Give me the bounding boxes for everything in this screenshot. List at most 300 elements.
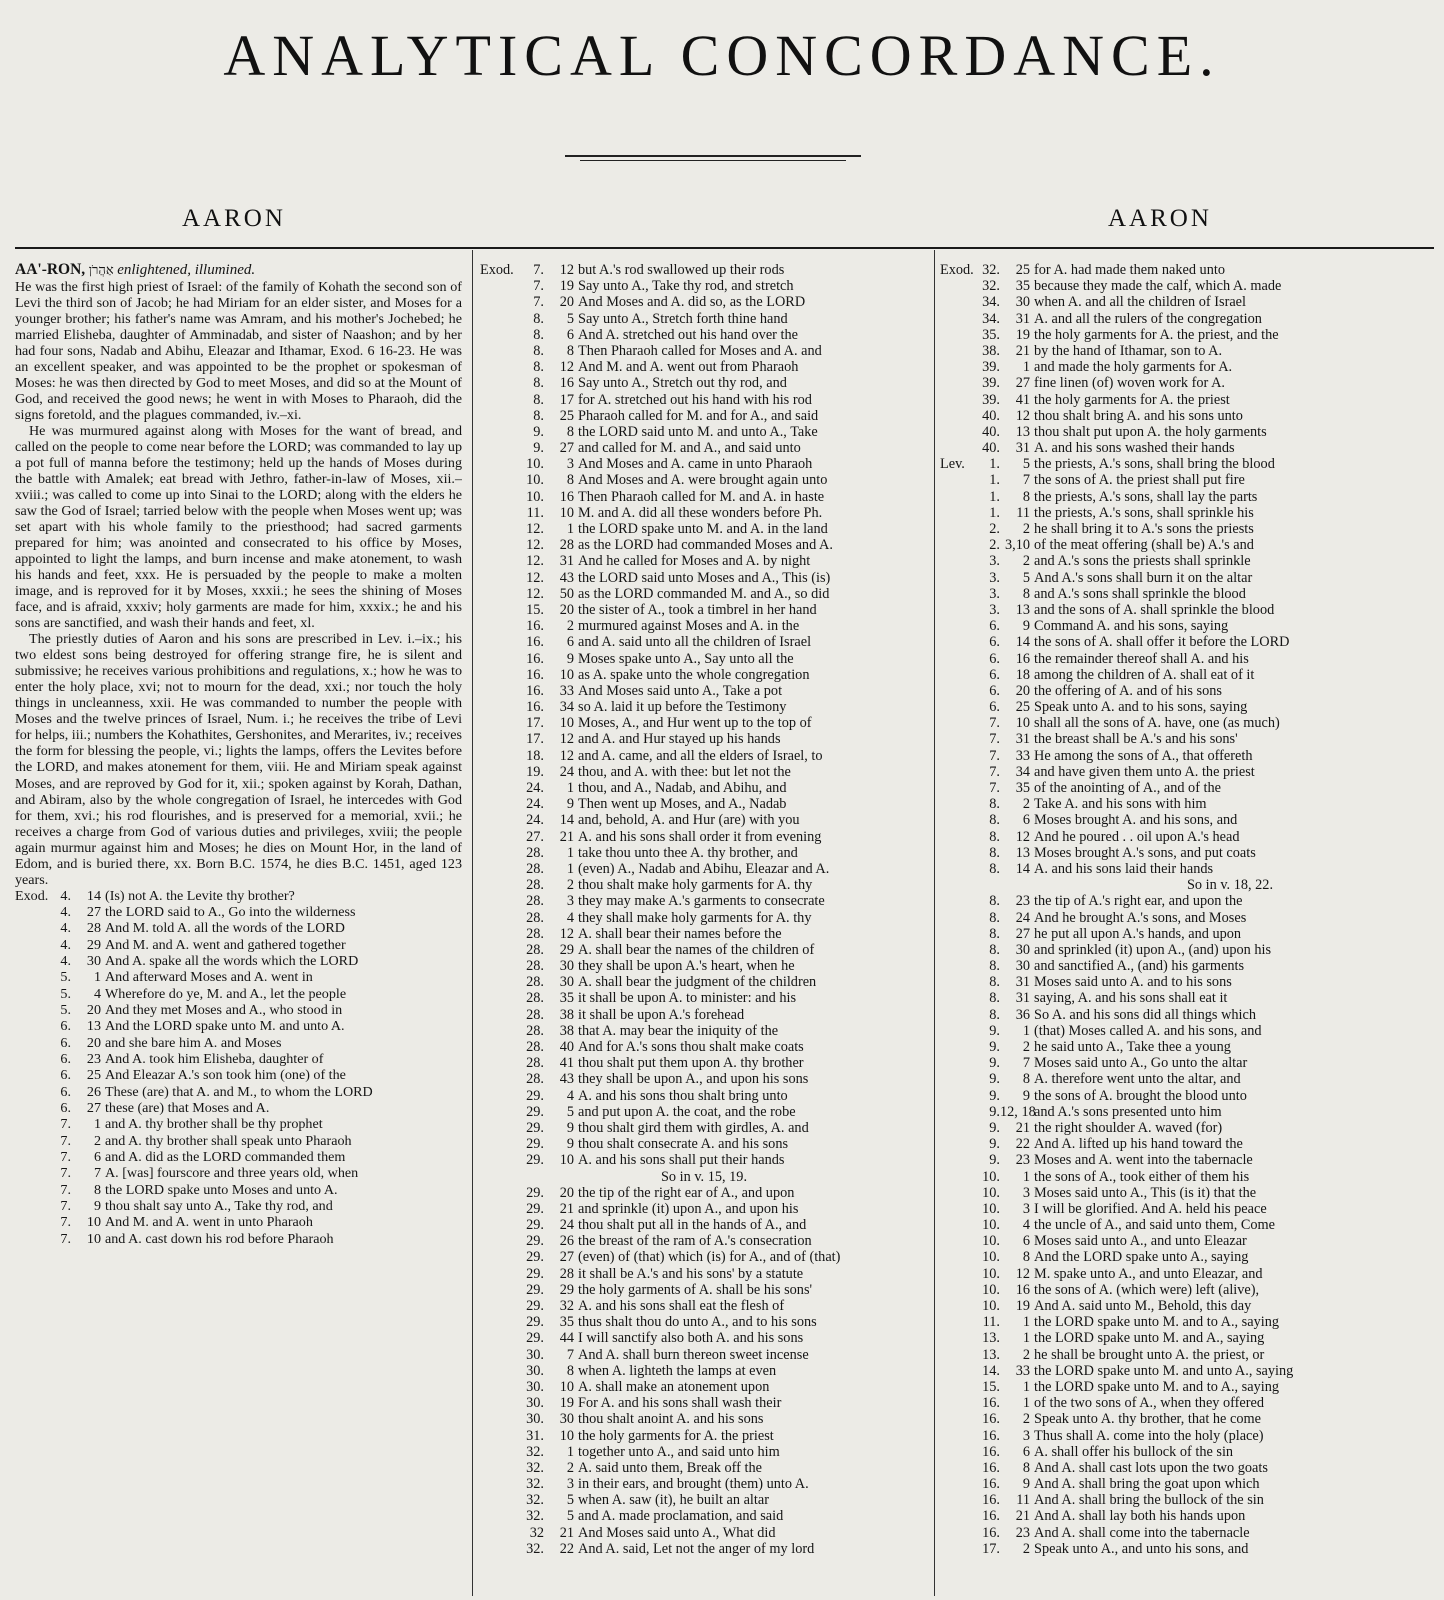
reference-line [480, 1541, 928, 1557]
reference-text: And A. shall cast lots upon the two goats [1034, 1459, 1268, 1476]
reference-line [480, 1249, 928, 1265]
reference-chapter: 3. [989, 553, 1000, 570]
reference-text: I will sanctify also both A. and his sons [578, 1330, 804, 1347]
reference-verse: 30 [1015, 958, 1030, 975]
reference-line [940, 343, 1440, 359]
reference-line [480, 262, 928, 278]
reference-chapter: 28. [526, 893, 544, 910]
reference-chapter: 9. [989, 1136, 1000, 1153]
reference-line [940, 1395, 1440, 1411]
reference-chapter: 15. [982, 1378, 1000, 1395]
reference-text: it shall be A.'s and his sons' by a statute [578, 1265, 804, 1282]
reference-text: the LORD spake unto M. and unto A., saying [1034, 1362, 1294, 1379]
reference-chapter: 28. [526, 958, 544, 975]
reference-text: For A. and his sons shall wash their [578, 1395, 782, 1412]
reference-line [480, 278, 928, 294]
reference-chapter: 27. [526, 828, 544, 845]
reference-verse: 20 [559, 294, 574, 311]
reference-line [940, 1428, 1440, 1444]
reference-text: A. shall offer his bullock of the sin [1034, 1443, 1234, 1460]
reference-text: and A. and Hur stayed up his hands [578, 731, 781, 748]
reference-text: and put upon A. the coat, and the robe [578, 1103, 796, 1120]
reference-text: when A. saw (it), he built an altar [578, 1492, 769, 1509]
reference-verse: 7 [566, 1346, 574, 1363]
reference-line [480, 1298, 928, 1314]
reference-chapter: 29. [526, 1314, 544, 1331]
reference-line [480, 1460, 928, 1476]
reference-verse: 36 [1015, 1006, 1030, 1023]
reference-verse: 3 [566, 1476, 574, 1493]
reference-line [940, 392, 1440, 408]
reference-text: the tip of the right ear of A., and upon [578, 1184, 795, 1201]
reference-verse: 24 [559, 763, 574, 780]
reference-chapter: 15. [526, 601, 544, 618]
reference-verse: 21 [559, 1200, 574, 1217]
entry-paragraph: He was the first high priest of Israel: of the family of Kohath the second son of Levi the third son of Jacob; he had Miriam for an elder sister, and Moses for a younger brother; his father's name was Amram, and his mother's Jochebed; he married Elisheba, daughter of Amminadab, and sister of Naashon; and by her had four sons, Nadab and Abihu, Eleazar and Ithamar, Exod. 6 16-23. He was an excellent speaker, and was appointed to be the prophet or spokesman of Moses: he was then directed by God to meet Moses, and did so at the Mount of God, and received the good news; he went in with Moses to Pharaoh, did the signs foretold, and the plagues commanded, iv.–xi. [15, 279, 462, 424]
reference-chapter: 4. [60, 936, 71, 953]
reference-chapter: 6. [60, 1083, 71, 1100]
reference-chapter: 13. [982, 1330, 1000, 1347]
reference-line [940, 359, 1440, 375]
reference-line [940, 715, 1440, 731]
reference-line [940, 553, 1440, 569]
reference-text: And M. and A. went in unto Pharaoh [105, 1214, 313, 1231]
reference-text: And A. shall bring the goat upon which [1034, 1476, 1260, 1493]
reference-chapter: 40. [982, 423, 1000, 440]
reference-text: And A.'s sons shall burn it on the altar [1034, 569, 1253, 586]
reference-line [480, 780, 928, 796]
reference-line [480, 570, 928, 586]
reference-verse: 34 [559, 699, 574, 716]
reference-verse: 28 [559, 1265, 574, 1282]
reference-verse: 33 [559, 682, 574, 699]
reference-line [480, 1525, 928, 1541]
reference-verse: 2 [1022, 553, 1030, 570]
reference-line [480, 1444, 928, 1460]
reference-text: Moses spake unto A., Say unto all the [578, 650, 794, 667]
reference-chapter: 1. [989, 504, 1000, 521]
reference-chapter: 10. [982, 1200, 1000, 1217]
reference-text: of the two sons of A., when they offered [1034, 1395, 1265, 1412]
reference-text: these (are) that Moses and A. [105, 1100, 270, 1117]
reference-chapter: 7. [533, 278, 544, 295]
reference-line [480, 1201, 928, 1217]
reference-chapter: 16. [982, 1411, 1000, 1428]
reference-line [15, 920, 462, 936]
reference-line [940, 602, 1440, 618]
reference-verse: 38 [559, 1022, 574, 1039]
reference-text: Speak unto A. and to his sons, saying [1034, 699, 1248, 716]
reference-verse: 41 [1015, 391, 1030, 408]
reference-text: the holy garments for A. the priest [578, 1427, 774, 1444]
reference-chapter: 3. [989, 569, 1000, 586]
reference-line [940, 1120, 1440, 1136]
reference-line [940, 489, 1440, 505]
reference-text: thou shalt put them upon A. thy brother [578, 1055, 804, 1072]
reference-chapter: 30. [526, 1411, 544, 1428]
reference-chapter: 16. [982, 1524, 1000, 1541]
reference-verse: 8 [1022, 585, 1030, 602]
reference-chapter: 9. [989, 1055, 1000, 1072]
reference-text: when A. lighteth the lamps at even [578, 1362, 777, 1379]
reference-text: He among the sons of A., that offereth [1034, 747, 1253, 764]
reference-verse: 12 [559, 731, 574, 748]
reference-verse: 7 [93, 1165, 101, 1182]
reference-verse: 28 [86, 920, 101, 937]
reference-verse: 3 [1022, 1200, 1030, 1217]
reference-chapter: 40. [982, 407, 1000, 424]
reference-text: And A. lifted up his hand toward the [1034, 1136, 1243, 1153]
reference-chapter: 16. [982, 1459, 1000, 1476]
reference-line [940, 278, 1440, 294]
reference-line [940, 926, 1440, 942]
reference-chapter: 28. [526, 925, 544, 942]
reference-chapter: 28. [526, 941, 544, 958]
reference-text: together unto A., and said unto him [578, 1443, 780, 1460]
reference-verse: 1 [566, 844, 574, 861]
reference-line [940, 748, 1440, 764]
reference-chapter: 8. [533, 359, 544, 376]
reference-text: And they met Moses and A., who stood in [105, 1002, 343, 1019]
reference-text: take thou unto thee A. thy brother, and [578, 844, 798, 861]
reference-chapter: 7. [60, 1132, 71, 1149]
reference-text: thou shalt anoint A. and his sons [578, 1411, 764, 1428]
reference-line [480, 505, 928, 521]
reference-chapter: 17. [526, 715, 544, 732]
reference-text: Speak unto A., and unto his sons, and [1034, 1540, 1249, 1557]
reference-chapter: 16. [982, 1492, 1000, 1509]
reference-line [940, 764, 1440, 780]
reference-line [480, 1363, 928, 1379]
reference-chapter: 4. [60, 887, 71, 904]
column-rule-2 [934, 250, 935, 1596]
reference-line [15, 1231, 462, 1247]
reference-chapter: 28. [526, 860, 544, 877]
reference-text: thou shalt say unto A., Take thy rod, and [105, 1198, 333, 1215]
reference-verse: 30 [559, 958, 574, 975]
reference-text: and she bare him A. and Moses [105, 1034, 282, 1051]
reference-text: the right shoulder A. waved (for) [1034, 1119, 1223, 1136]
reference-text: and made the holy garments for A. [1034, 359, 1233, 376]
reference-chapter: 10. [982, 1265, 1000, 1282]
reference-line [480, 1492, 928, 1508]
reference-verse: 1 [1022, 1395, 1030, 1412]
reference-verse: 9 [1022, 618, 1030, 635]
reference-text: he shall be brought unto A. the priest, or [1034, 1346, 1265, 1363]
reference-verse: 7 [1022, 1055, 1030, 1072]
reference-verse: 1 [566, 860, 574, 877]
reference-text: he shall bring it to A.'s sons the priests [1034, 521, 1254, 537]
reference-text: and, behold, A. and Hur (are) with you [578, 812, 800, 829]
reference-chapter: 16. [982, 1476, 1000, 1493]
reference-text: and A.'s sons the priests shall sprinkle [1034, 553, 1251, 570]
reference-text: he said unto A., Take thee a young [1034, 1039, 1231, 1055]
reference-verse: 21 [559, 828, 574, 845]
reference-text: Moses brought A.'s sons, and put coats [1034, 844, 1256, 861]
reference-chapter: 10. [526, 472, 544, 489]
reference-text: thou shalt consecrate A. and his sons [578, 1136, 789, 1153]
reference-text: and called for M. and A., and said unto [578, 440, 801, 457]
reference-chapter: 34. [982, 294, 1000, 311]
reference-text: Moses, A., and Hur went up to the top of [578, 715, 812, 732]
reference-text: Moses said unto A., This (is it) that the [1034, 1184, 1257, 1201]
reference-text: the LORD spake unto M. and A., saying [1034, 1330, 1265, 1347]
reference-text: by the hand of Ithamar, son to A. [1034, 342, 1223, 359]
reference-text: shall all the sons of A. have, one (as much) [1034, 715, 1280, 732]
reference-chapter: 29. [526, 1103, 544, 1120]
reference-text: in their ears, and brought (them) unto A. [578, 1476, 809, 1493]
reference-verse: 33 [1015, 747, 1030, 764]
reference-text: Take A. and his sons with him [1034, 796, 1207, 813]
reference-chapter: 6. [60, 1051, 71, 1068]
reference-chapter: 32. [982, 262, 1000, 278]
reference-text: and A. made proclamation, and said [578, 1508, 784, 1525]
reference-text: And Moses and A. came in unto Pharaoh [578, 456, 813, 473]
reference-text: A. and all the rulers of the congregation [1034, 310, 1262, 327]
reference-chapter: 12. [526, 585, 544, 602]
reference-text: Say unto A., Take thy rod, and stretch [578, 278, 794, 295]
reference-verse: 31 [1015, 731, 1030, 748]
reference-line [940, 1104, 1440, 1120]
reference-chapter: 8. [989, 1006, 1000, 1023]
reference-chapter: 16. [982, 1508, 1000, 1525]
reference-chapter: 8. [989, 990, 1000, 1007]
reference-line [940, 262, 1440, 278]
reference-verse: 2 [1022, 796, 1030, 813]
reference-chapter: 8. [533, 326, 544, 343]
reference-text: that A. may bear the iniquity of the [578, 1022, 779, 1039]
reference-chapter: 8. [989, 941, 1000, 958]
reference-verse: 21 [559, 1524, 574, 1541]
reference-text: And Moses and A. did so, as the LORD [578, 294, 806, 311]
reference-text: the sons of A. shall offer it before the LORD [1034, 634, 1290, 651]
reference-text: And A. said unto M., Behold, this day [1034, 1298, 1252, 1314]
reference-verse: 26 [86, 1083, 101, 1100]
title-rule-thin [580, 160, 846, 161]
reference-chapter: 39. [982, 359, 1000, 376]
reference-line [15, 937, 462, 953]
reference-chapter: 8. [989, 974, 1000, 991]
reference-verse: 40 [559, 1039, 574, 1055]
reference-line [15, 1051, 462, 1067]
reference-verse: 8 [566, 423, 574, 440]
reference-text: A. and his sons shall put their hands [578, 1152, 785, 1169]
reference-verse: 4 [566, 1087, 574, 1104]
reference-text: the tip of A.'s right ear, and upon the [1034, 893, 1243, 910]
reference-chapter: 7. [989, 731, 1000, 748]
reference-verse: 1 [1022, 1314, 1030, 1331]
reference-chapter: 8. [989, 958, 1000, 975]
reference-line [480, 942, 928, 958]
reference-verse: 10 [559, 1378, 574, 1395]
reference-line [15, 969, 462, 985]
reference-chapter: 32. [526, 1508, 544, 1525]
reference-line [940, 505, 1440, 521]
reference-text: A. and his sons thou shalt bring unto [578, 1087, 788, 1104]
reference-verse: 12 [559, 747, 574, 764]
reference-text: the sons of A. brought the blood unto [1034, 1087, 1247, 1104]
reference-verse: 1 [1022, 1378, 1030, 1395]
reference-verse: 10 [559, 1152, 574, 1169]
reference-line [940, 570, 1440, 586]
reference-chapter: 7. [533, 294, 544, 311]
reference-verse: 30 [1015, 941, 1030, 958]
reference-verse: 16 [1015, 1281, 1030, 1298]
reference-chapter: 28. [526, 1022, 544, 1039]
reference-chapter: 16. [526, 666, 544, 683]
reference-verse: 1 [1022, 1330, 1030, 1347]
reference-text: And Moses said unto A., Take a pot [578, 682, 783, 699]
reference-chapter: 19. [526, 763, 544, 780]
reference-chapter: 6. [989, 682, 1000, 699]
column-rule-1 [472, 250, 473, 1596]
reference-text: A. therefore went unto the altar, and [1034, 1071, 1241, 1088]
reference-chapter: 8. [989, 844, 1000, 861]
reference-line [940, 1298, 1440, 1314]
reference-chapter: 10. [982, 1184, 1000, 1201]
reference-text: A. [was] fourscore and three years old, when [105, 1165, 359, 1182]
reference-verse: 33 [1015, 1362, 1030, 1379]
reference-line [480, 472, 928, 488]
reference-line [940, 1217, 1440, 1233]
reference-text: the LORD spake unto M. and to A., saying [1034, 1314, 1280, 1331]
reference-text: and A. thy brother shall be thy prophet [105, 1116, 323, 1133]
reference-line [940, 829, 1440, 845]
reference-chapter: 7. [60, 1198, 71, 1215]
reference-text: when A. and all the children of Israel [1034, 294, 1246, 311]
reference-chapter: 30. [526, 1346, 544, 1363]
reference-line [480, 1395, 928, 1411]
reference-chapter: 8. [989, 860, 1000, 877]
reference-text: These (are) that A. and M., to whom the LORD [105, 1083, 373, 1100]
reference-line [940, 634, 1440, 650]
reference-verse: 31 [559, 553, 574, 570]
reference-chapter: 7. [60, 1230, 71, 1247]
reference-verse: 7 [1022, 472, 1030, 489]
reference-verse: 13 [1015, 423, 1030, 440]
reference-verse: 8 [1022, 1459, 1030, 1476]
reference-line [480, 521, 928, 537]
reference-verse: 10 [86, 1230, 101, 1247]
reference-line [940, 1088, 1440, 1104]
reference-chapter: 7. [533, 262, 544, 278]
reference-text: they shall be upon A., and upon his sons [578, 1071, 809, 1088]
reference-verse: 19 [1015, 1298, 1030, 1314]
reference-chapter: 4. [60, 952, 71, 969]
reference-text: and have given them unto A. the priest [1034, 763, 1255, 780]
reference-chapter: 8. [533, 310, 544, 327]
reference-text: Say unto A., Stretch out thy rod, and [578, 375, 787, 392]
reference-chapter: 1. [989, 456, 1000, 473]
reference-text: And A. shall bring the bullock of the sin [1034, 1492, 1264, 1509]
reference-line [940, 1152, 1440, 1168]
reference-chapter: 6. [60, 1018, 71, 1035]
reference-chapter: 10. [982, 1168, 1000, 1185]
reference-chapter: 7. [60, 1165, 71, 1182]
reference-line [480, 861, 928, 877]
page-title: ANALYTICAL CONCORDANCE. [223, 23, 1221, 88]
reference-text: Speak unto A. thy brother, that he come [1034, 1411, 1261, 1428]
reference-verse: 25 [86, 1067, 101, 1084]
reference-line [480, 715, 928, 731]
reference-text: the sons of A. the priest shall put fire [1034, 472, 1245, 489]
reference-verse: 5 [566, 1508, 574, 1525]
reference-chapter: 16. [982, 1427, 1000, 1444]
reference-chapter: 6. [989, 618, 1000, 635]
reference-line [940, 456, 1440, 472]
reference-chapter: 8. [533, 391, 544, 408]
reference-verse: 41 [559, 1055, 574, 1072]
reference-verse: 31 [1015, 990, 1030, 1007]
reference-line [480, 667, 928, 683]
reference-verse: 27 [86, 1100, 101, 1117]
reference-text: the holy garments for A. the priest, and the [1034, 326, 1279, 343]
reference-verse: 44 [559, 1330, 574, 1347]
reference-chapter: 6. [60, 1067, 71, 1084]
reference-line [480, 1428, 928, 1444]
reference-book: Lev. [940, 456, 965, 473]
reference-verse: 29 [559, 941, 574, 958]
reference-verse: 8 [566, 342, 574, 359]
reference-chapter: 9. [533, 423, 544, 440]
reference-chapter: 4. [60, 920, 71, 937]
reference-line [480, 424, 928, 440]
running-head-right: AARON [1108, 205, 1212, 232]
reference-line [940, 521, 1440, 537]
reference-verse: 19 [1015, 326, 1030, 343]
reference-verse: 35 [1015, 780, 1030, 796]
reference-text: A. shall bear the judgment of the children [578, 974, 817, 991]
reference-chapter: 6. [989, 666, 1000, 683]
reference-chapter: 16. [526, 618, 544, 635]
reference-text: and A. came, and all the elders of Israel, to [578, 747, 823, 764]
reference-text: Moses said unto A., and unto Eleazar [1034, 1233, 1247, 1250]
reference-verse: 10 [559, 715, 574, 732]
reference-line [940, 1136, 1440, 1152]
reference-chapter: 28. [526, 990, 544, 1007]
reference-verse: 12 [559, 359, 574, 376]
reference-verse: 9 [1022, 1087, 1030, 1104]
reference-line [480, 618, 928, 634]
reference-text: as the LORD commanded M. and A., so did [578, 585, 830, 602]
reference-verse: 19 [559, 1395, 574, 1412]
reference-line [480, 1088, 928, 1104]
reference-text: and sanctified A., (and) his garments [1034, 958, 1245, 975]
reference-line [940, 1541, 1440, 1557]
reference-line [480, 1136, 928, 1152]
reference-text: as A. spake unto the whole congregation [578, 666, 810, 683]
reference-chapter: 32. [982, 278, 1000, 295]
reference-verse: 30 [86, 952, 101, 969]
reference-line [480, 893, 928, 909]
reference-text: A. and his sons washed their hands [1034, 440, 1235, 457]
reference-line [15, 986, 462, 1002]
reference-verse: 6 [1022, 1233, 1030, 1250]
reference-text: And Moses said unto A., What did [578, 1524, 776, 1541]
reference-verse: 1 [1022, 1022, 1030, 1039]
reference-verse: 29 [559, 1281, 574, 1298]
reference-text: the priests, A.'s sons, shall bring the blood [1034, 456, 1275, 473]
reference-verse: 25 [1015, 262, 1030, 278]
reference-verse: 8 [566, 1362, 574, 1379]
reference-text: A. and his sons laid their hands [1034, 860, 1214, 877]
reference-chapter: 28. [526, 1055, 544, 1072]
reference-text: thou shalt gird them with girdles, A. and [578, 1119, 809, 1136]
reference-verse: 2 [566, 877, 574, 894]
reference-chapter: 29. [526, 1265, 544, 1282]
reference-line [480, 1314, 928, 1330]
reference-chapter: 9. [989, 1071, 1000, 1088]
